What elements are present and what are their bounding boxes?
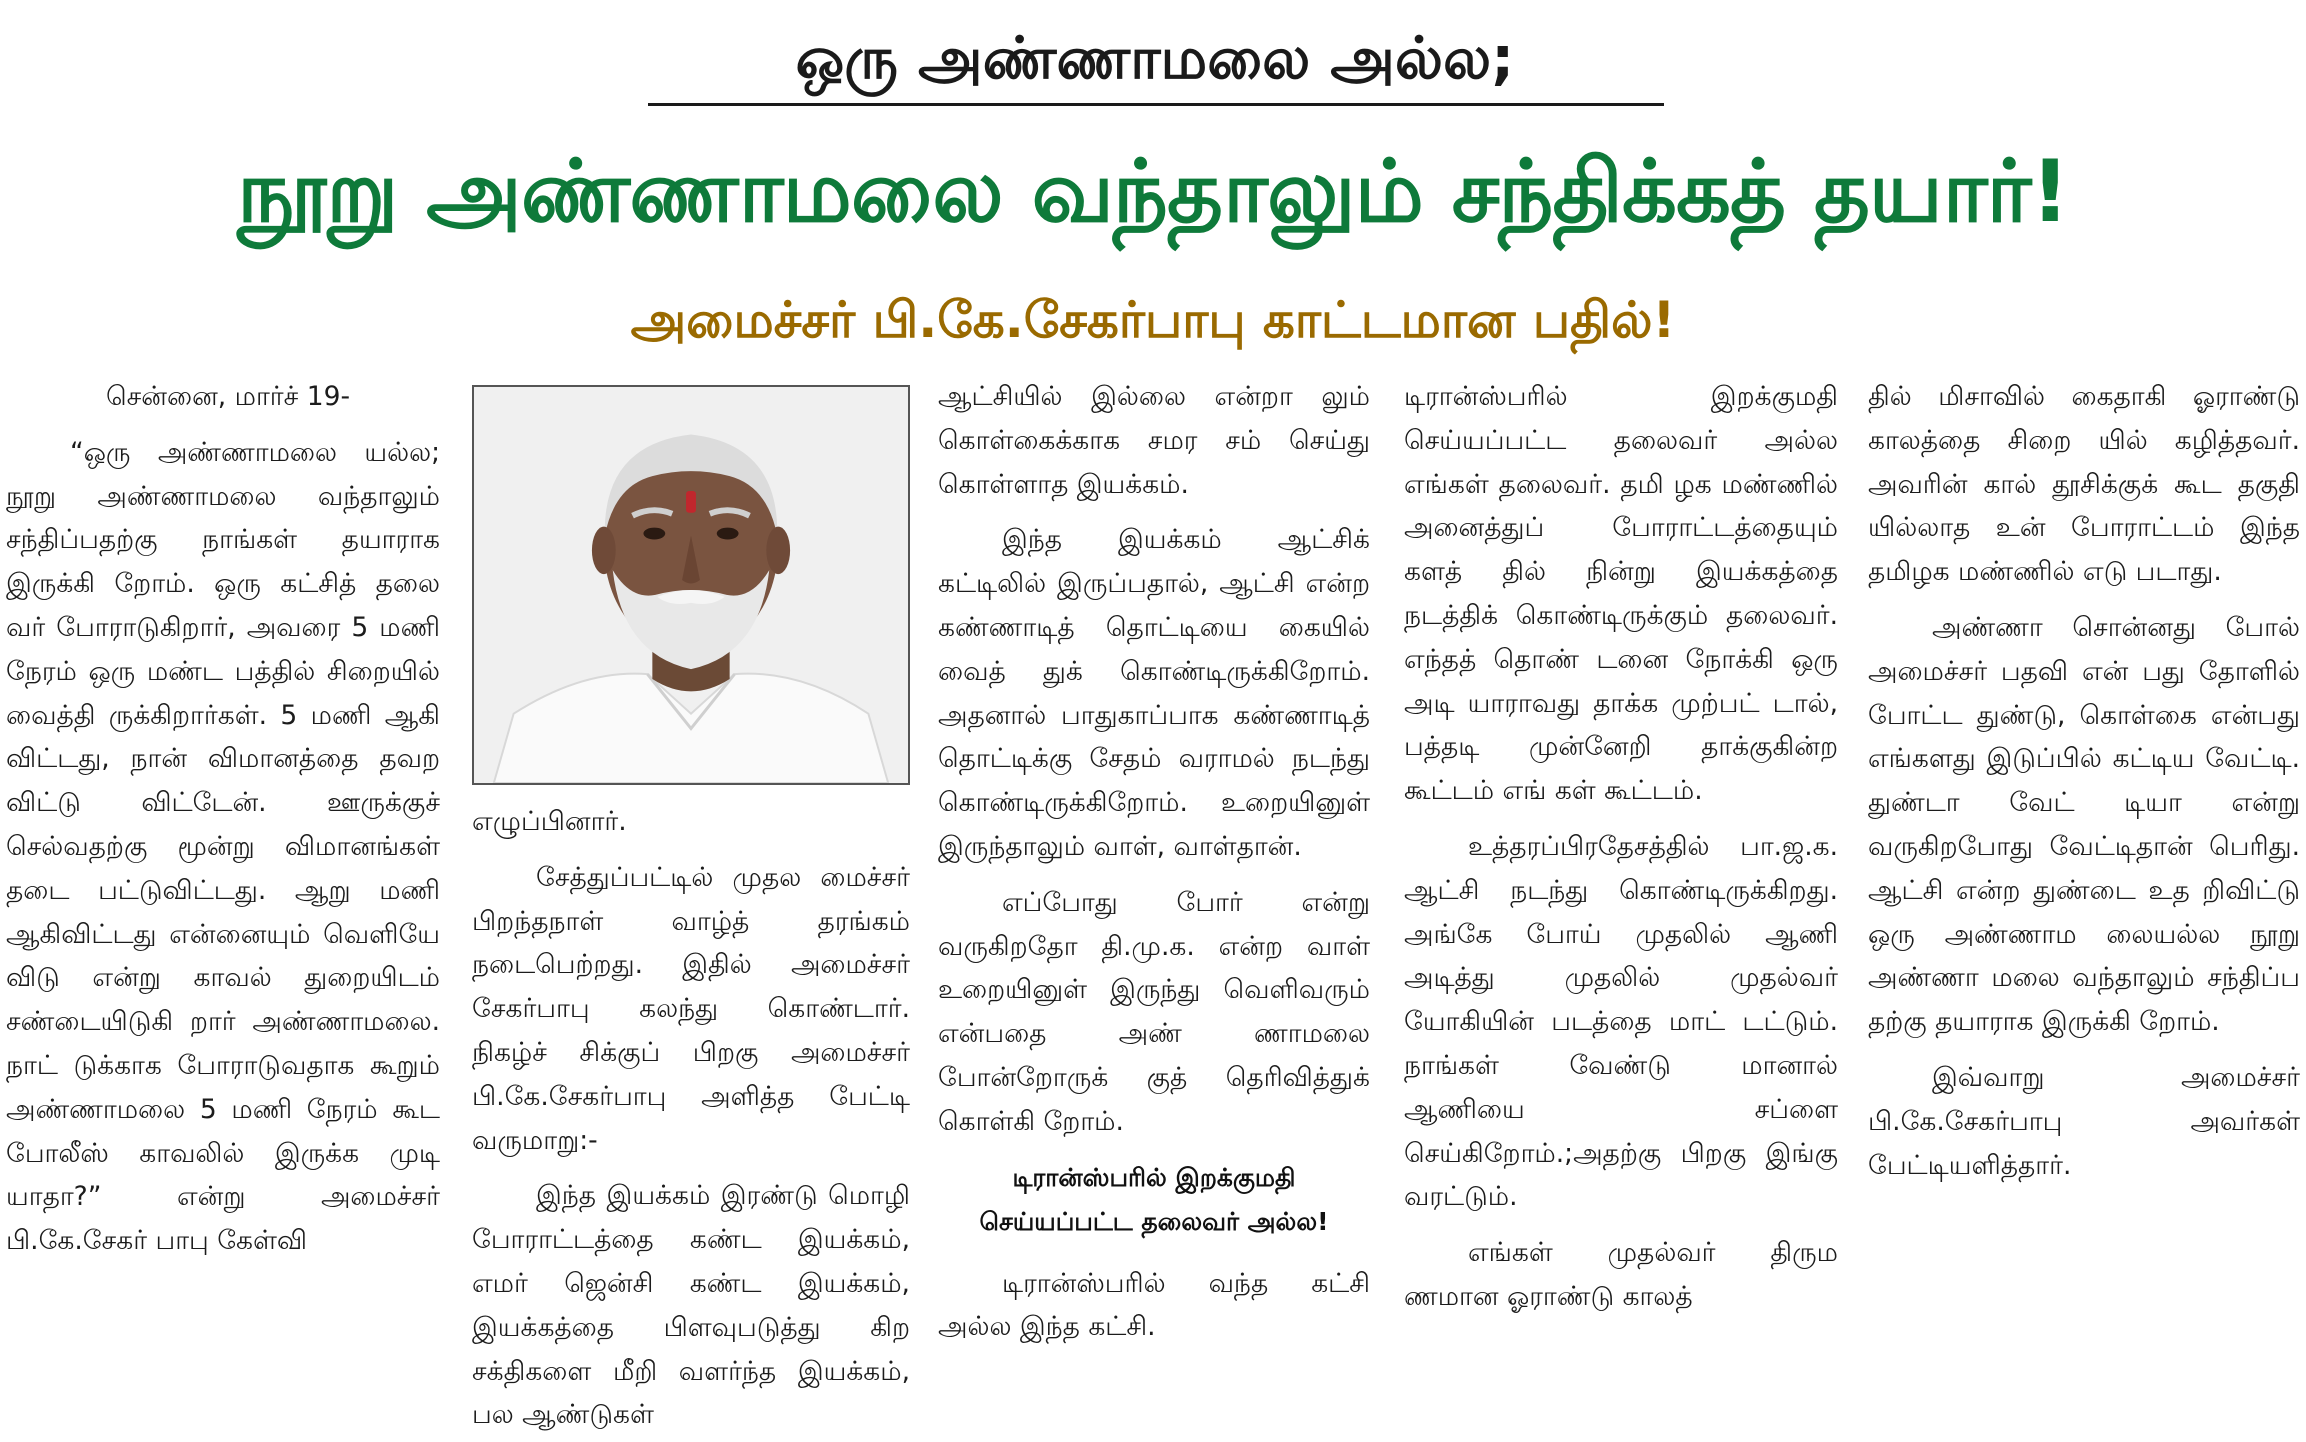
article-paragraph: அண்ணா சொன்னது போல் அமைச்சர் பதவி என் பது தோளில் போட்ட துண்டு, கொள்கை என்பது எங்களது இடுப்பில் கட்டிய வேட்டி. துண்டா வேட் டியா என்று வருகிறபோது வேட்டிதான் பெரிது. ஆட்சி என்ற துண்டை உத றிவிட்டு ஒரு அண்ணாம லையல்ல நூறு அண்ணா மலை வந்தாலும் சந்திப்ப தற்கு தயாராக இருக்கி றோம். <box>1868 611 2300 1038</box>
article-column-1 <box>6 375 440 1435</box>
article-column-2 <box>472 800 910 1440</box>
article-paragraph: இவ்வாறு அமைச்சர் பி.கே.சேகர்பாபு அவர்கள் பேட்டியளித்தார். <box>1868 1061 2300 1181</box>
article-paragraph: இந்த இயக்கம் ஆட்சிக் கட்டிலில் இருப்பதால், ஆட்சி என்ற கண்ணாடித் தொட்டியை கையில் வைத் துக் கொண்டிருக்கிறோம். அதனால் பாதுகாப்பாக கண்ணாடித் தொட்டிக்கு சேதம் வராமல் நடந்து கொண்டிருக்கிறோம். உறையினுள் இருந்தாலும் வாள், வாள்தான். <box>938 524 1370 862</box>
article-paragraph: எழுப்பினார். <box>472 806 627 837</box>
section-subheading: டிரான்ஸ்பரில் இறக்குமதி செய்யப்பட்ட தலைவர் அல்ல! <box>979 1162 1329 1236</box>
article-column-5 <box>1868 375 2300 1435</box>
sub-headline: அமைச்சர் பி.கே.சேகர்பாபு காட்டமான பதில்! <box>630 291 1676 349</box>
article-paragraph: தில் மிசாவில் கைதாகி ஓராண்டு காலத்தை சிறை யில் கழித்தவர். அவரின் கால் தூசிக்குக் கூட தகுதி யில்லாத உன் போராட்டம் இந்த தமிழக மண்ணில் எடு படாது. <box>1868 381 2300 588</box>
article-paragraph: டிரான்ஸ்பரில் இறக்குமதி செய்யப்பட்ட தலைவர் அல்ல எங்கள் தலைவர். தமி ழக மண்ணில் அனைத்துப் போராட்டத்தையும் களத் தில் நின்று இயக்கத்தை நடத்திக் கொண்டிருக்கும் தலைவர். எந்தத் தொண் டனை நோக்கி ஒரு அடி யாராவது தாக்க முற்பட் டால், பத்தடி முன்னேறி தாக்குகின்ற கூட்டம் எங் கள் கூட்டம். <box>1404 381 1838 807</box>
headline-kicker: ஒரு அண்ணாமலை அல்ல; <box>795 24 1515 92</box>
article-paragraph: சேத்துப்பட்டில் முதல மைச்சர் பிறந்தநாள் வாழ்த் தரங்கம் நடைபெற்றது. இதில் அமைச்சர் சேகர்பாபு கலந்து கொண்டார். நிகழ்ச் சிக்குப் பிறகு அமைச்சர் பி.கே.சேகர்பாபு அளித்த பேட்டி வருமாறு:- <box>472 861 910 1156</box>
article-paragraph: எப்போது போர் என்று வருகிறதோ தி.மு.க. என்ற வாள் உறையினுள் இருந்து வெளிவரும் என்பதை அண் ணாமலை போன்றோருக் குத் தெரிவித்துக் கொள்கி றோம். <box>938 886 1370 1137</box>
article-paragraph: இந்த இயக்கம் இரண்டு மொழி போராட்டத்தை கண்ட இயக்கம், எமர் ஜென்சி கண்ட இயக்கம், இயக்கத்தை பிளவுபடுத்து கிற சக்திகளை மீறி வளர்ந்த இயக்கம், பல ஆண்டுகள் <box>472 1180 910 1431</box>
article-paragraph: எங்கள் முதல்வர் திரும ணமான ஓராண்டு காலத் <box>1404 1237 1838 1312</box>
article-column-3 <box>938 375 1370 1435</box>
article-column-4 <box>1404 375 1838 1435</box>
dateline: சென்னை, மார்ச் 19- <box>106 381 351 412</box>
article-paragraph: “ஒரு அண்ணாமலை யல்ல; நூறு அண்ணாமலை வந்தாலும் சந்திப்பதற்கு நாங்கள் தயாராக இருக்கி றோம். ஒரு கட்சித் தலை வர் போராடுகிறார், அவரை 5 மணி நேரம் ஒரு மண்ட பத்தில் சிறையில் வைத்தி ருக்கிறார்கள். 5 மணி ஆகி விட்டது, நான் விமானத்தை தவற விட்டு விட்டேன். ஊருக்குச் செல்வதற்கு மூன்று விமானங்கள் தடை பட்டுவிட்டது. ஆறு மணி ஆகிவிட்டது என்னையும் வெளியே விடு என்று காவல் துறையிடம் சண்டையிடுகி றார் அண்ணாமலை. நாட் டுக்காக போராடுவதாக கூறும் அண்ணாமலை 5 மணி நேரம் கூட போலீஸ் காவலில் இருக்க முடி யாதா?” என்று அமைச்சர் பி.கே.சேகர் பாபு கேள்வி <box>6 436 440 1257</box>
article-paragraph: உத்தரப்பிரதேசத்தில் பா.ஜ.க. ஆட்சி நடந்து கொண்டிருக்கிறது. அங்கே போய் முதலில் ஆணி அடித்து முதலில் முதல்வர் யோகியின் படத்தை மாட் டட்டும். நாங்கள் வேண்டு மானால் ஆணியை சப்ளை செய்கிறோம்.;அதற்கு பிறகு இங்கு வரட்டும். <box>1404 830 1838 1213</box>
article-paragraph: டிரான்ஸ்பரில் வந்த கட்சி அல்ல இந்த கட்சி. <box>938 1267 1370 1343</box>
portrait-photo <box>472 385 910 785</box>
main-headline: நூறு அண்ணாமலை வந்தாலும் சந்திக்கத் தயார்! <box>237 142 2069 242</box>
portrait-illustration <box>474 387 908 783</box>
article-paragraph: ஆட்சியில் இல்லை என்றா லும் கொள்கைக்காக சமர சம் செய்து கொள்ளாத இயக்கம். <box>938 381 1370 500</box>
kicker-underline <box>648 103 1664 106</box>
